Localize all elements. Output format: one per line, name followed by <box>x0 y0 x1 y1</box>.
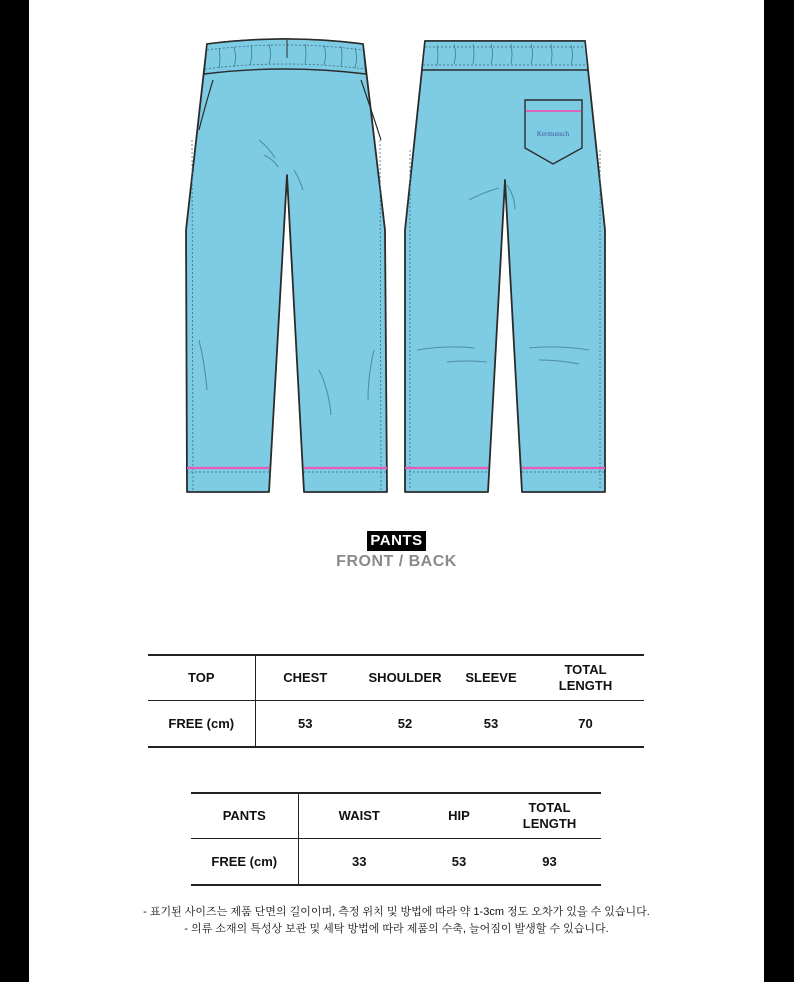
front-pants-body <box>186 39 387 492</box>
pants-illustration <box>29 0 764 520</box>
pants-value-cell: 33 <box>298 839 420 886</box>
top-header-cell: SLEEVE <box>455 655 527 701</box>
pants-header-cell: PANTS <box>191 793 298 839</box>
top-header-cell: CHEST <box>255 655 355 701</box>
view-label: FRONT / BACK <box>336 553 457 570</box>
top-value-cell: 53 <box>455 701 527 748</box>
top-table-header <box>148 655 644 701</box>
pants-table-row <box>191 839 601 886</box>
note-line: - 의류 소재의 특성상 보관 및 세탁 방법에 따라 제품의 수축, 늘어짐이 발생할 수 있습니다. <box>184 923 609 935</box>
pants-back-view <box>405 41 605 492</box>
illustration-caption <box>29 531 764 571</box>
pants-value-cell: 53 <box>420 839 498 886</box>
pants-size-table <box>191 792 601 886</box>
pants-label: PANTS <box>367 531 425 551</box>
pants-front-view <box>186 39 387 492</box>
pants-header-cell: TOTAL LENGTH <box>498 793 601 839</box>
top-value-cell: 53 <box>255 701 355 748</box>
pocket-logo-text: Kermunsch <box>536 130 570 138</box>
pants-header-cell: HIP <box>420 793 498 839</box>
top-header-cell: SHOULDER <box>355 655 455 701</box>
pants-value-cell: 93 <box>498 839 601 886</box>
top-header-cell: TOTAL LENGTH <box>527 655 644 701</box>
pants-table-header <box>191 793 601 839</box>
top-size-table <box>148 654 644 748</box>
size-notes <box>29 904 764 938</box>
top-header-cell: TOP <box>148 655 255 701</box>
top-value-cell: 52 <box>355 701 455 748</box>
size-guide-page <box>29 0 764 982</box>
pants-value-cell: FREE (cm) <box>191 839 298 886</box>
note-line: - 표기된 사이즈는 제품 단면의 길이이며, 측정 위치 및 방법에 따라 약 1-3cm 정도 오차가 있을 수 있습니다. <box>143 906 650 918</box>
top-value-cell: 70 <box>527 701 644 748</box>
pants-header-cell: WAIST <box>298 793 420 839</box>
top-table-row <box>148 701 644 748</box>
top-value-cell: FREE (cm) <box>148 701 255 748</box>
